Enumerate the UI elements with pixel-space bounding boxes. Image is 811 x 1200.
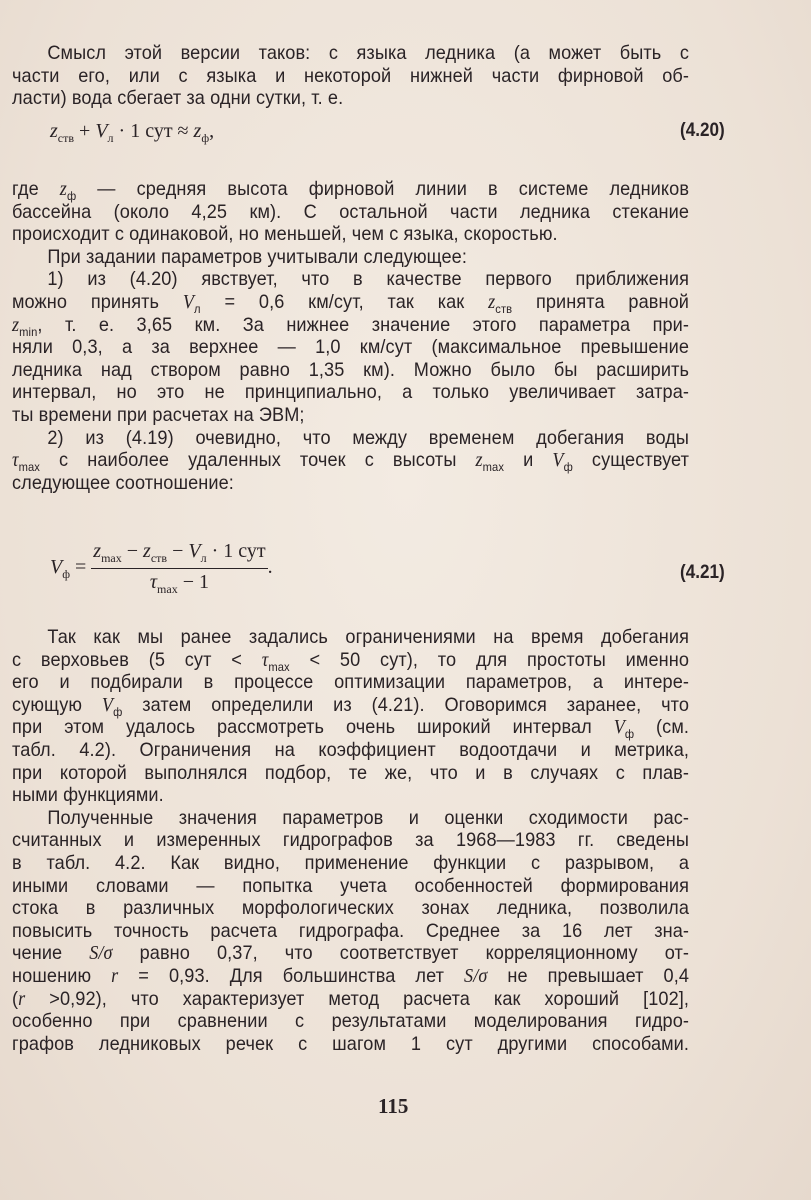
text-line: в табл. 4.2. Как видно, применение функции с разрывом, а xyxy=(12,851,690,874)
text-line: няли 0,3, а за верхнее — 1,0 км/сут (максимальное превышение xyxy=(12,336,690,359)
text-line: бассейна (около 4,25 км). С остальной части ледника стекание xyxy=(12,200,690,223)
text-line: Смысл этой версии таков: с языка ледника (а может быть с xyxy=(47,42,690,64)
text-line: Полученные значения параметров и оценки сходимости рас- xyxy=(47,806,690,829)
text-line: $\tau_{max}$ с наиболее удаленных точек с высоты $z_{max}$ и $V_ф$ существует xyxy=(12,449,690,475)
text-line: графов ледниковых речек с шагом 1 сут другими способами. xyxy=(12,1032,690,1055)
text-line: можно принять $V_л = 0,6$ км/сут, так как $z_{ств}$ принята равной xyxy=(12,290,690,316)
equation-number-4-21: (4.21) xyxy=(680,562,725,583)
text-line: где $z_ф$ — средняя высота фирновой линии в системе ледников xyxy=(12,178,690,203)
equation-4-21: $V_ф$ = $\frac{z_{max} - z_{ств} - V_л \cdot 1 сут}{\tau_{max} - 1}$ . xyxy=(50,540,273,596)
text-line: его и подбирали в процессе оптимизации параметров, а интере- xyxy=(12,671,690,694)
text-line: ты времени при расчетах на ЭВМ; xyxy=(12,403,305,426)
text-line: ледника над створом равно 1,35 км). Можно было бы расширить xyxy=(12,358,690,381)
text-line: следующее соотношение: xyxy=(12,471,234,494)
list-item-2: 2) из (4.19) очевидно, что между временем добегания воды xyxy=(47,426,690,449)
paragraph-1 xyxy=(12,42,689,110)
text-line: интервал, но это не принципиально, а только увеличивает затра- xyxy=(12,381,690,404)
fraction xyxy=(91,540,267,597)
text-line: табл. 4.2). Ограничения на коэффициент водоотдачи и метрика, xyxy=(12,738,690,761)
text-line: части его, или с языка и некоторой нижней части фирновой об- xyxy=(12,64,690,87)
equation-number-4-20: (4.20) xyxy=(680,120,725,141)
list-item-1: 1) из (4.20) явствует, что в качестве первого приближения xyxy=(47,268,690,291)
text-line: $z_{min}$, т. е. 3,65 км. За нижнее значение этого параметра при- xyxy=(12,313,690,339)
text-line: сующую $V_ф$ затем определили из (4.21). Оговоримся заранее, что xyxy=(12,693,690,719)
text-line: повысить точность расчета гидрографа. Среднее за 16 лет зна- xyxy=(12,919,690,942)
text-line: чение S/σ равно 0,37, что соответствует корреляционному от- xyxy=(12,942,690,965)
equation-4-20: $z_{ств} + V_л \cdot 1$ сут ≈ $z_ф$, xyxy=(50,120,215,145)
numerator: $z_{max} - z_{ств} - V_л \cdot 1$ сут xyxy=(91,540,267,569)
paragraph-2 xyxy=(12,178,689,494)
denominator: $\tau_{max} - 1$ xyxy=(149,571,209,596)
text-line: Так как мы ранее задались ограничениями на время добегания xyxy=(47,626,690,648)
text-line: при этом удалось рассмотреть очень широкий интервал $V_ф$ (см. xyxy=(12,716,690,742)
text-line: При задании параметров учитывали следующее: xyxy=(47,245,467,268)
text-line: с верховьев (5 сут < $\tau_{max} < 50$ сут), то для простоты именно xyxy=(12,648,690,674)
text-line: ласти) вода сбегает за одни сутки, т. е. xyxy=(12,87,344,110)
text-line: при которой выполнялся подбор, те же, что и в случаях с плав- xyxy=(12,761,690,784)
text-line: стока в различных морфологических зонах ледника, позволила xyxy=(12,897,690,920)
text-line: считанных и измеренных гидрографов за 1968—1983 гг. сведены xyxy=(12,829,690,852)
paragraph-4 xyxy=(12,626,689,1055)
text-line: ношению r = 0,93. Для большинства лет S/σ не превышает 0,4 xyxy=(12,964,690,987)
text-line: особенно при сравнении с результатами моделирования гидро- xyxy=(12,1010,690,1033)
page-number: 115 xyxy=(378,1094,409,1118)
text-line: иными словами — попытка учета особенностей формирования xyxy=(12,874,690,897)
text-line: ными функциями. xyxy=(12,784,164,807)
text-line: происходит с одинаковой, но меньшей, чем с языка, скоростью. xyxy=(12,223,558,246)
text-line: (r >0,92), что характеризует метод расчета как хороший [102], xyxy=(12,987,690,1010)
